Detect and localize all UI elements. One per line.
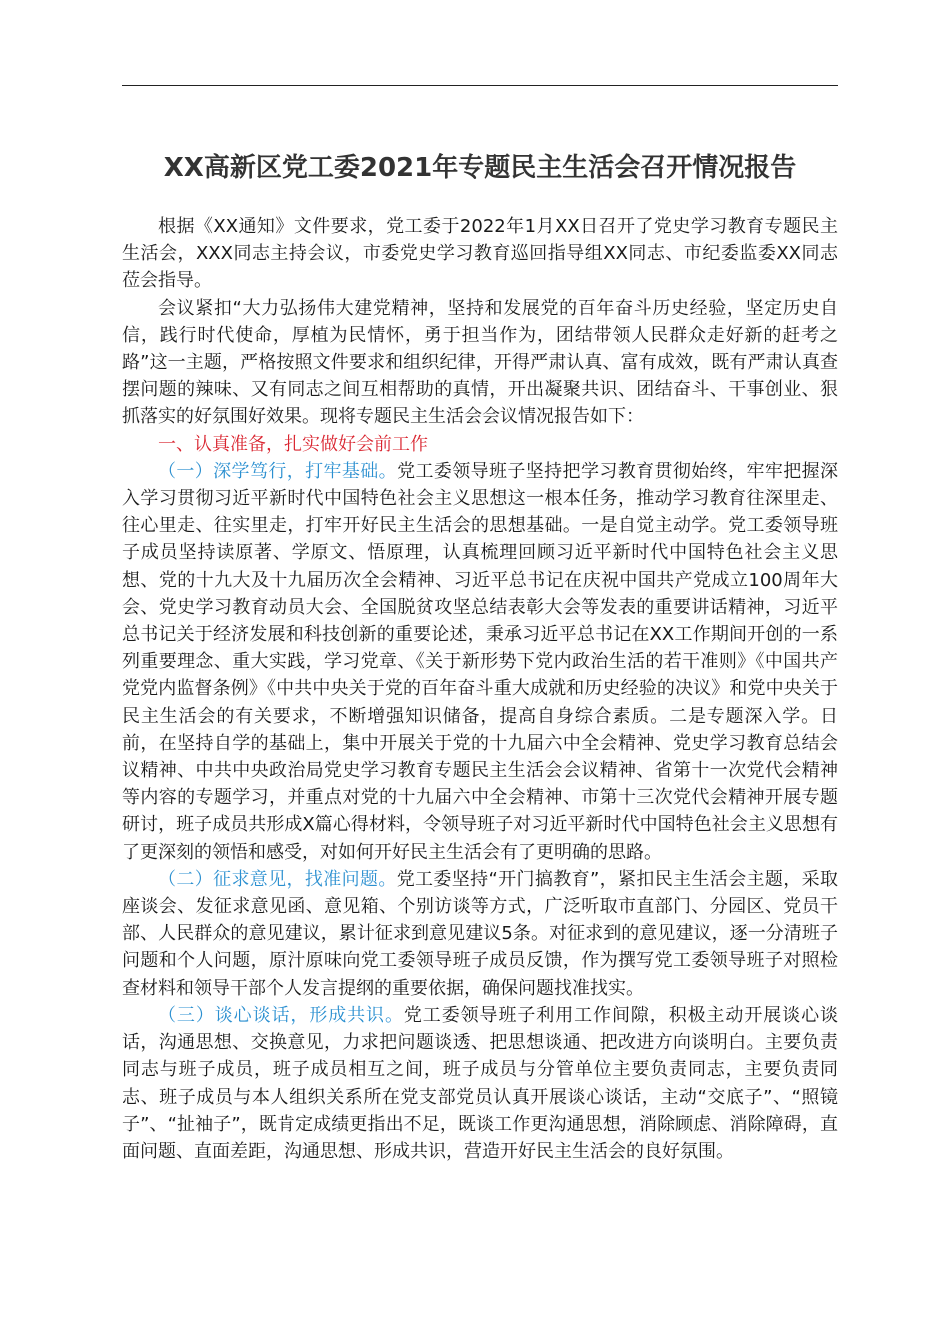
intro-paragraph-1: 根据《XX通知》文件要求，党工委于2022年1月XX日召开了党史学习教育专题民主生活会，XXX同志主持会议，市委党史学习教育巡回指导组XX同志、市纪委监委XX同志莅会指导。 [122, 216, 838, 292]
document-title: XX高新区党工委2021年专题民主生活会召开情况报告 [163, 153, 797, 183]
document-body [122, 213, 838, 1165]
item-3-paragraph [122, 1002, 838, 1165]
item-1-paragraph [122, 458, 838, 866]
item-2-paragraph [122, 866, 838, 1002]
item-1-text: 党工委领导班子坚持把学习教育贯彻始终，牢牢把握深入学习贯彻习近平新时代中国特色社会主义思想这一根本任务，推动学习教育往深里走、往心里走、往实里走，打牢开好民主生活会的思想基础。一是自觉主动学。党工委领导班子成员坚持读原著、学原文、悟原理，认真梳理回顾习近平新时代中国特色社会主义思想、党的十九大及十九届历次全会精神、习近平总书记在庆祝中国共产党成立100周年大会、党史学习教育动员大会、全国脱贫攻坚总结表彰大会等发表的重要讲话精神，习近平总书记关于经济发展和科技创新的重要论述，秉承习近平总书记在XX工作期间开创的一系列重要理念、重大实践，学习党章、《关于新形势下党内政治生活的若干准则》《中国共产党党内监督条例》《中共中央关于党的百年奋斗重大成就和历史经验的决议》和党中央关于民主生活会的有关要求，不断增强知识储备，提高自身综合素质。二是专题深入学。日前，在坚持自学的基础上，集中开展关于党的十九届六中全会精神、党史学习教育总结会议精神、中共中央政治局党史学习教育专题民主生活会会议精神、省第十一次党代会精神等内容的专题学习，并重点对党的十九届六中全会精神、市第十三次党代会精神开展专题研讨，班子成员共形成X篇心得材料，令领导班子对习近平新时代中国特色社会主义思想有了更深刻的领悟和感受，对如何开好民主生活会有了更明确的思路。 [122, 460, 839, 863]
item-1-heading: （一）深学笃行，打牢基础。 [158, 460, 398, 482]
item-2-text: 党工委坚持“开门搞教育”，紧扣民主生活会主题，采取座谈会、发征求意见函、意见箱、个别访谈等方式，广泛听取市直部门、分园区、党员干部、人民群众的意见建议，累计征求到意见建议5条。对征求到的意见建议，逐一分清班子问题和个人问题，原汁原味向党工委领导班子成员反馈，作为撰写党工委领导班子对照检查材料和领导干部个人发言提纲的重要依据，确保问题找准找实。 [122, 868, 838, 999]
section-1-heading: 一、认真准备，扎实做好会前工作 [158, 433, 428, 455]
item-3-text: 党工委领导班子利用工作间隙，积极主动开展谈心谈话，沟通思想、交换意见，力求把问题谈透、把思想谈通、把改进方向谈明白。主要负责同志与班子成员，班子成员相互之间，班子成员与分管单位主要负责同志，主要负责同志、班子成员与本人组织关系所在党支部党员认真开展谈心谈话，主动“交底子”、“照镜子”、“扯袖子”，既肯定成绩更指出不足，既谈工作更沟通思想，消除顾虑、消除障碍，直面问题、直面差距，沟通思想、形成共识，营造开好民主生活会的良好氛围。 [122, 1004, 839, 1162]
item-2-heading: （二）征求意见，找准问题。 [158, 868, 397, 890]
item-3-heading: （三）谈心谈话，形成共识。 [158, 1004, 404, 1026]
intro-paragraph-2: 会议紧扣“大力弘扬伟大建党精神，坚持和发展党的百年奋斗历史经验，坚定历史自信，践行时代使命，厚植为民情怀，勇于担当作为，团结带领人民群众走好新的赶考之路”这一主题，严格按照文件要求和组织纪律，开得严肃认真、富有成效，既有严肃认真查摆问题的辣味、又有同志之间互相帮助的真情，开出凝聚共识、团结奋斗、干事创业、狠抓落实的好氛围好效果。现将专题民主生活会会议情况报告如下： [122, 297, 838, 428]
header-rule [122, 85, 838, 86]
